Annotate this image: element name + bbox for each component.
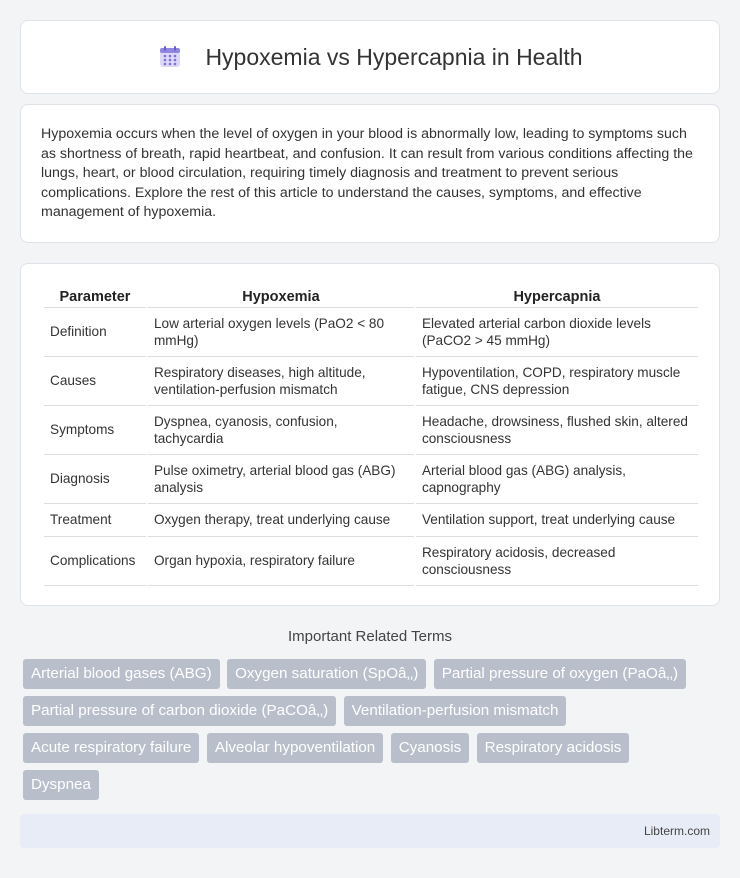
table-row (44, 308, 698, 357)
row-hypoxemia: Pulse oximetry, arterial blood gas (ABG) analysis (148, 455, 414, 504)
row-hypercapnia: Respiratory acidosis, decreased consciousness (416, 537, 698, 586)
related-terms-title: Important Related Terms (288, 628, 452, 645)
related-term-tag[interactable]: Dyspnea (23, 770, 99, 800)
table-row (44, 504, 698, 537)
table-header-row (44, 286, 698, 308)
footer-brand-link[interactable]: Libterm.com (643, 824, 710, 838)
related-term-tag[interactable]: Cyanosis (391, 733, 469, 763)
row-hypercapnia: Arterial blood gas (ABG) analysis, capnography (416, 455, 698, 504)
comparison-table-card (20, 263, 720, 606)
row-parameter: Causes (44, 357, 146, 406)
row-parameter: Definition (44, 308, 146, 357)
row-hypoxemia: Dyspnea, cyanosis, confusion, tachycardia (148, 406, 414, 455)
related-term-tag[interactable]: Acute respiratory failure (23, 733, 199, 763)
row-hypercapnia: Ventilation support, treat underlying cause (416, 504, 698, 537)
column-header-hypercapnia: Hypercapnia (416, 286, 698, 308)
related-term-tag[interactable]: Partial pressure of oxygen (PaOâ‚‚) (434, 659, 686, 689)
page-title: Hypoxemia vs Hypercapnia in Health (205, 43, 583, 70)
related-terms-list (23, 659, 713, 807)
row-hypoxemia: Organ hypoxia, respiratory failure (148, 537, 414, 586)
column-header-parameter: Parameter (44, 286, 146, 308)
comparison-table (42, 286, 700, 586)
related-term-tag[interactable]: Oxygen saturation (SpOâ‚‚) (227, 659, 426, 689)
intro-card (20, 104, 720, 243)
row-parameter: Diagnosis (44, 455, 146, 504)
row-hypoxemia: Low arterial oxygen levels (PaO2 < 80 mmHg) (148, 308, 414, 357)
row-hypercapnia: Hypoventilation, COPD, respiratory muscle fatigue, CNS depression (416, 357, 698, 406)
table-row (44, 455, 698, 504)
row-hypercapnia: Headache, drowsiness, flushed skin, altered consciousness (416, 406, 698, 455)
table-row (44, 537, 698, 586)
related-term-tag[interactable]: Partial pressure of carbon dioxide (PaCOâ‚‚) (23, 696, 336, 726)
table-row (44, 406, 698, 455)
header-card (20, 20, 720, 94)
intro-paragraph: Hypoxemia occurs when the level of oxygen in your blood is abnormally low, leading to symptoms such as shortness of breath, rapid heartbeat, and confusion. It can result from various conditions affecting the lungs, heart, or blood circulation, requiring timely diagnosis and treatment to prevent serious complications. Explore the rest of this article to understand the causes, symptoms, and effective management of hypoxemia. (41, 126, 693, 221)
footer (20, 814, 720, 848)
row-hypercapnia: Elevated arterial carbon dioxide levels (PaCO2 > 45 mmHg) (416, 308, 698, 357)
row-parameter: Treatment (44, 504, 146, 537)
related-term-tag[interactable]: Ventilation-perfusion mismatch (344, 696, 567, 726)
related-term-tag[interactable]: Alveolar hypoventilation (207, 733, 383, 763)
column-header-hypoxemia: Hypoxemia (148, 286, 414, 308)
row-hypoxemia: Oxygen therapy, treat underlying cause (148, 504, 414, 537)
row-parameter: Symptoms (44, 406, 146, 455)
row-hypoxemia: Respiratory diseases, high altitude, ventilation-perfusion mismatch (148, 357, 414, 406)
related-term-tag[interactable]: Respiratory acidosis (477, 733, 630, 763)
calendar-grid-icon (157, 44, 183, 70)
row-parameter: Complications (44, 537, 146, 586)
table-row (44, 357, 698, 406)
related-term-tag[interactable]: Arterial blood gases (ABG) (23, 659, 220, 689)
